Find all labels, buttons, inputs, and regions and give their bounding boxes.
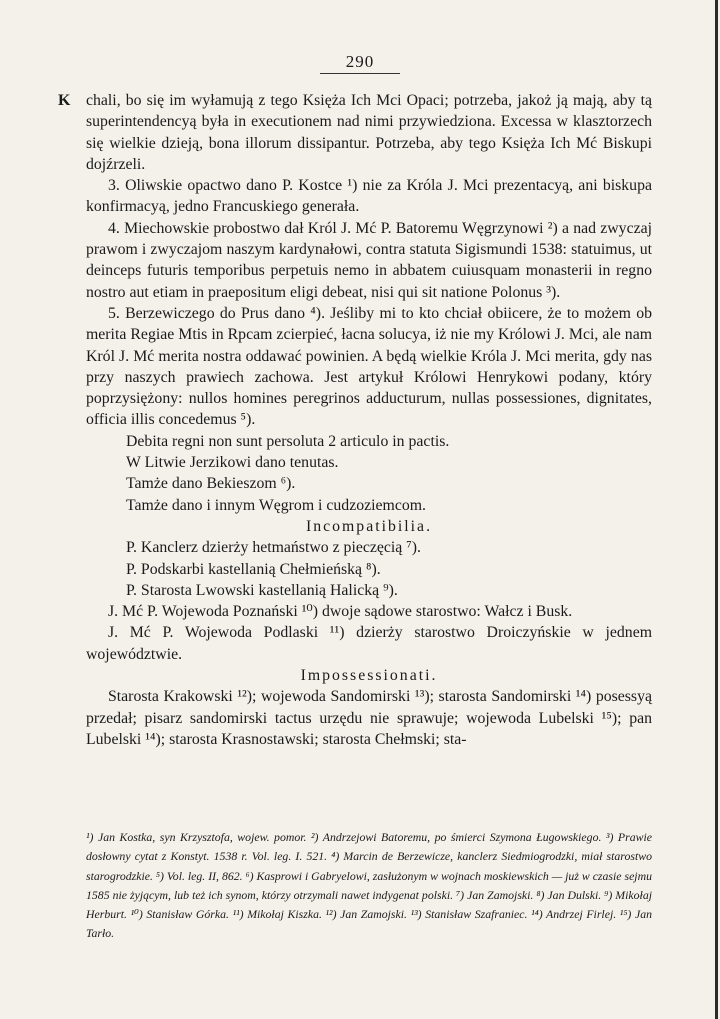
header-rule [320,73,400,74]
paragraph: Tamże dano i innym Węgrom i cudzoziemcom. [126,496,426,514]
paragraph: Debita regni non sunt persoluta 2 articulo in pactis. [126,432,450,450]
section-heading: Impossessionati. [300,667,438,685]
signature-mark: K [58,92,71,109]
page-number: 290 [345,52,375,71]
list-item: J. Mć P. Wojewoda Podlaski ¹¹) dzierży starostwo Droiczyńskie w jednem województwie. [86,624,652,663]
list-item: J. Mć P. Wojewoda Poznański ¹⁰) dwoje sądowe starostwo: Wałcz i Busk. [108,603,573,621]
paragraph: W Litwie Jerzikowi dano tenutas. [126,454,339,472]
paragraph: chali, bo się im wyłamują z tego Księża Ich Mci Opaci; potrzeba, jakoż ją mają, aby tą superintendencyą była in executionem nad nimi przywiedziona. Excessa w klasztorzech się wielkie dzieją, bona illorum dissipantur. Potrzeba, aby tego Księża Ich Mć Biskupi dojźrzeli. [86,92,652,173]
main-text [86,90,652,750]
list-item: P. Kanclerz dzierży hetmaństwo z pieczęcią ⁷). [126,539,421,557]
paragraph: Starosta Krakowski ¹²); wojewoda Sandomirski ¹³); starosta Sandomirski ¹⁴) posessyą przedał; pisarz sandomirski tactus urzędu nie sprawuje; wojewoda Lubelski ¹⁵); pan Lubelski ¹⁴); starosta Krasnostawski; starosta Chełmski; sta- [86,688,652,748]
paragraph: 4. Miechowskie probostwo dał Król J. Mć P. Batoremu Węgrzynowi ²) a nad zwyczaj prawom i zwyczajom naszym kardynałowi, contra statuta Sigismundi 1538: statuimus, ut deinceps futuris temporibus perpetuis nemo in abbatem cuiusquam monasterii in regno nostro aut etiam in praepositum eligi debeat, nisi qui sit natione Polonus ³). [86,219,652,301]
list-item: P. Starosta Lwowski kastellanią Halicką ⁹). [126,581,398,599]
paragraph: 3. Oliwskie opactwo dano P. Kostce ¹) nie za Króla J. Mci prezentacyą, ani biskupa konfirmacyą, jedno Francuskiego generała. [86,177,652,216]
footnotes: ¹) Jan Kostka, syn Krzysztofa, wojew. pomor. ²) Andrzejowi Batoremu, po śmierci Szymona Ługowskiego. ³) Prawie dosłowny cytat z Konstyt. 1538 r. Vol. leg. I. 521. ⁴) Marcin de Berzewicze, kanclerz Siedmiogrodzki, miał starostwo starogrodzkie. ⁵) Vol. leg. II, 862. ⁶) Kasprowi i Gabryelowi, zasłużonym w wojnach moskiewskich — już w czasie sejmu 1585 nie żyjącym, lub też ich synom, którzy otrzymali nawet indygenat polski. ⁷) Jan Zamojski. ⁸) Jan Dulski. ⁹) Mikołaj Herburt. ¹⁰) Stanisław Górka. ¹¹) Mikołaj Kiszka. ¹²) Jan Zamojski. ¹³) Stanisław Szafraniec. ¹⁴) Andrzej Firlej. ¹⁵) Jan Tarło. [86,830,652,941]
section-heading: Incompatibilia. [305,517,433,535]
paragraph: Tamże dano Bekieszom ⁶). [126,475,296,493]
page-edge [715,0,718,1019]
paragraph: 5. Berzewiczego do Prus dano ⁴). Jeśliby mi to kto chciał obiicere, że to możem ob merita Regiae Mtis in Rpcam zcierpieć, łacna solucya, iż nie my Królowi J. Mci, ale nam Król J. Mć merita nostra oddawać powinien. A będą wielkie Króla J. Mci merita, gdy nas przy naszych prawiech zachowa. Jest artykuł Królowi Henrykowi podany, który poprzysiężony: nullos homines peregrinos adducturum, nullas possessiones, dignitates, officia illis concedemus ⁵). [86,304,652,429]
list-item: P. Podskarbi kastellanią Chełmieńską ⁸). [126,560,381,578]
